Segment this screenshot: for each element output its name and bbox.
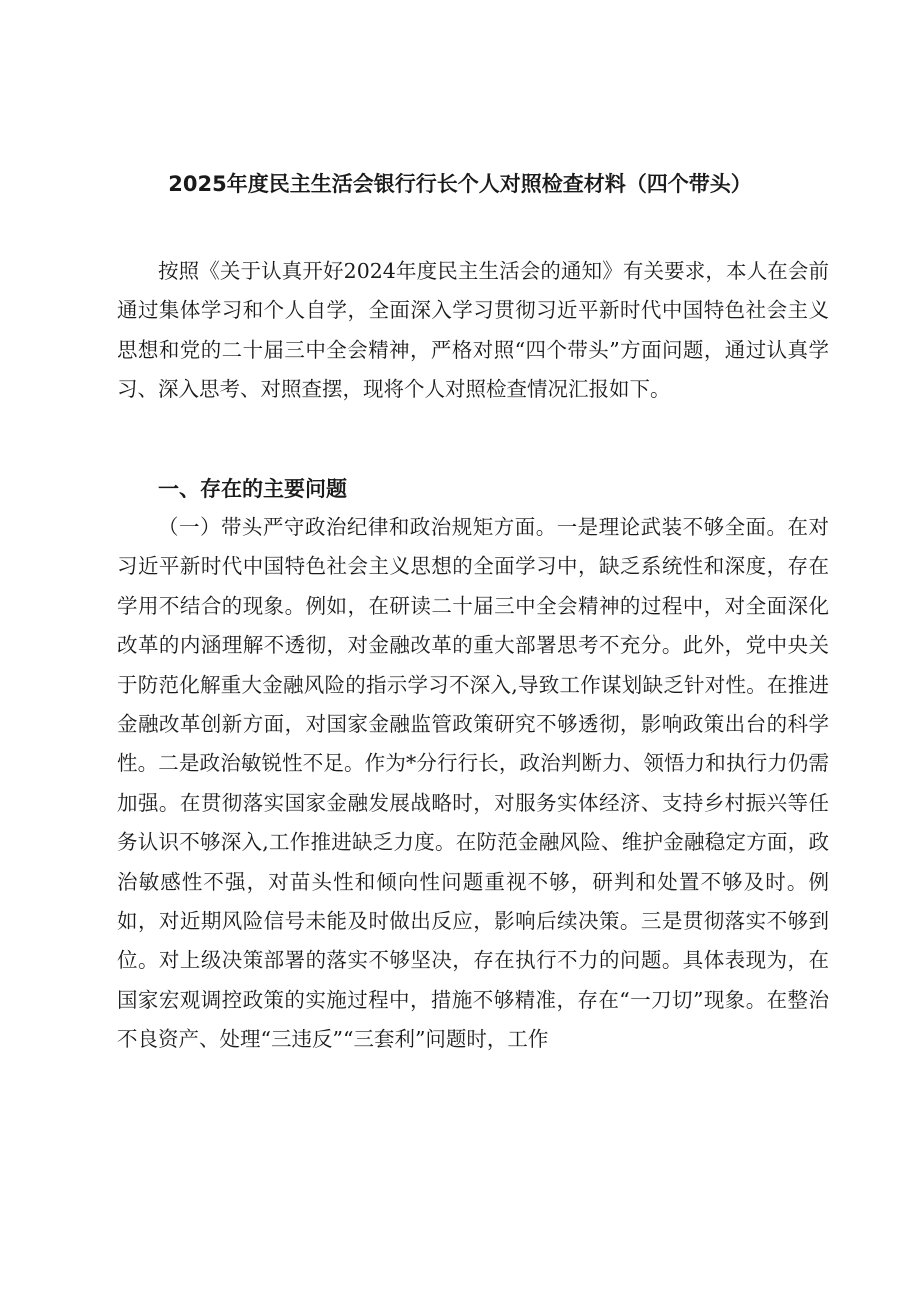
document-title: 2025年度民主生活会银行行长个人对照检查材料（四个带头） xyxy=(168,172,752,196)
intro-paragraph: 按照《关于认真开好2024年度民主生活会的通知》有关要求，本人在会前通过集体学习和个人自学，全面深入学习贯彻习近平新时代中国特色社会主义思想和党的二十届三中全会精神，严格对照“四个带头”方面问题，通过认真学习、深入思考、对照查摆，现将个人对照检查情况汇报如下。 xyxy=(117,259,829,402)
subsection-paragraph-political-discipline: （一）带头严守政治纪律和政治规矩方面。一是理论武装不够全面。在对习近平新时代中国特色社会主义思想的全面学习中，缺乏系统性和深度，存在学用不结合的现象。例如，在研读二十届三中全会精神的过程中，对全面深化改革的内涵理解不透彻，对金融改革的重大部署思考不充分。此外，党中央关于防范化解重大金融风险的指示学习不深入,导致工作谋划缺乏针对性。在推进金融改革创新方面，对国家金融监管政策研究不够透彻，影响政策出台的科学性。二是政治敏锐性不足。作为*分行行长，政治判断力、领悟力和执行力仍需加强。在贯彻落实国家金融发展战略时，对服务实体经济、支持乡村振兴等任务认识不够深入,工作推进缺乏力度。在防范金融风险、维护金融稳定方面，政治敏感性不强，对苗头性和倾向性问题重视不够，研判和处置不够及时。例如，对近期风险信号未能及时做出反应，影响后续决策。三是贯彻落实不够到位。对上级决策部署的落实不够坚决，存在执行不力的问题。具体表现为，在国家宏观调控政策的实施过程中，措施不够精准，存在“一刀切”现象。在整治不良资产、处理“三违反”“三套利”问题时，工作 xyxy=(117,515,829,1052)
section-heading-problems: 一、存在的主要问题 xyxy=(158,477,347,501)
